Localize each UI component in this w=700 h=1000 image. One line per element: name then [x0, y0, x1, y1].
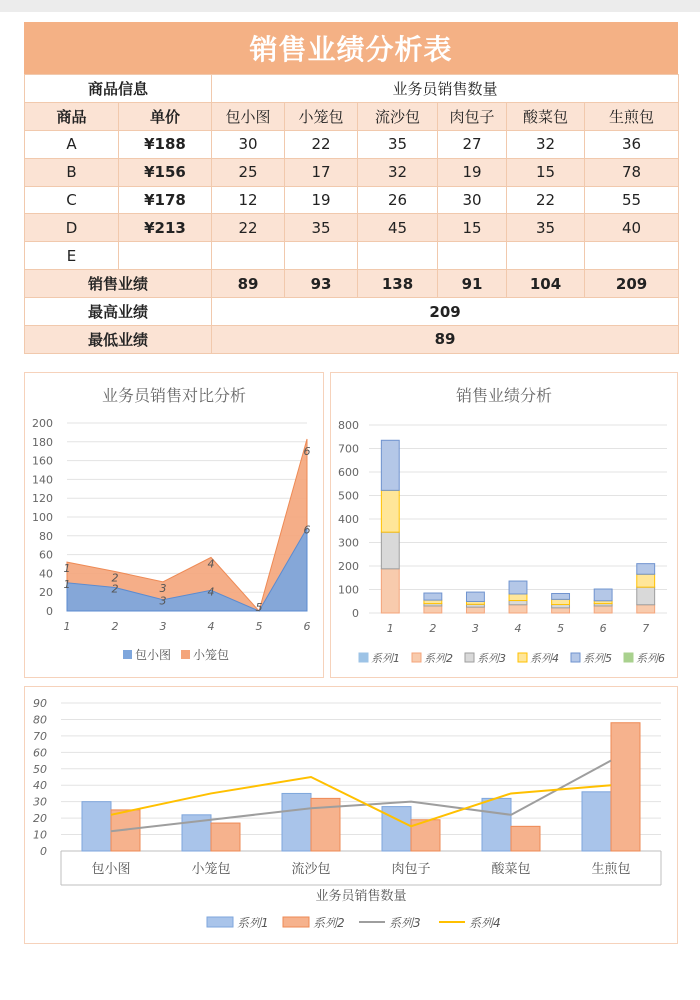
data-label: 6 — [303, 444, 311, 458]
legend-label: 系列4 — [469, 916, 501, 930]
y-tick-label: 80 — [39, 529, 53, 543]
y-tick-label: 800 — [338, 419, 359, 432]
y-tick-label: 50 — [33, 762, 47, 776]
stacked-bar-segment — [594, 606, 612, 613]
x-tick-label: 生煎包 — [591, 862, 631, 877]
x-tick-label: 6 — [599, 622, 607, 635]
table-row — [25, 242, 679, 270]
product-cell: E — [25, 242, 119, 270]
value-cell: 32 — [358, 158, 438, 186]
column-header-price: 单价 — [119, 102, 212, 130]
value-cell: 17 — [285, 158, 358, 186]
x-tick-label: 1 — [63, 620, 71, 633]
value-cell: 15 — [438, 214, 507, 242]
value-cell: 25 — [212, 158, 285, 186]
legend-label: 系列3 — [477, 652, 506, 665]
column-header-salesperson: 包小图 — [212, 102, 285, 130]
value-cell: 19 — [438, 158, 507, 186]
stacked-bar-segment — [509, 581, 527, 594]
value-cell — [285, 242, 358, 270]
legend-label: 系列5 — [583, 652, 612, 665]
area-chart-panel — [24, 372, 324, 678]
series-area-xiaolongbao — [67, 439, 307, 611]
performance-value: 89 — [212, 270, 285, 298]
price-cell: ¥188 — [119, 130, 212, 158]
y-tick-label: 0 — [352, 607, 359, 620]
legend-label: 系列1 — [371, 652, 400, 665]
legend-swatch — [123, 650, 132, 659]
stacked-bar-segment — [594, 589, 612, 601]
y-tick-label: 200 — [32, 417, 53, 430]
legend-swatch — [571, 653, 580, 662]
combo-chart — [25, 687, 677, 943]
stacked-bar-segment — [424, 600, 442, 604]
stacked-bar-segment — [509, 594, 527, 601]
x-tick-label: 小笼包 — [191, 862, 231, 877]
bar-系列1 — [582, 792, 611, 851]
area-chart — [25, 373, 323, 677]
bar-系列2 — [211, 823, 240, 851]
y-tick-label: 60 — [39, 548, 53, 562]
column-header-salesperson: 流沙包 — [358, 102, 438, 130]
value-cell: 27 — [438, 130, 507, 158]
legend-swatch — [465, 653, 474, 662]
value-cell — [585, 242, 679, 270]
stacked-bar-segment — [381, 532, 399, 569]
legend-swatch — [207, 917, 233, 927]
x-tick-label: 4 — [207, 620, 215, 633]
chart-title: 销售业绩分析 — [455, 386, 553, 405]
value-cell: 22 — [285, 130, 358, 158]
y-tick-label: 10 — [33, 828, 47, 842]
value-cell: 40 — [585, 214, 679, 242]
y-tick-label: 100 — [32, 511, 53, 524]
group-header-salespeople: 业务员销售数量 — [212, 75, 679, 103]
legend-label: 系列2 — [313, 916, 345, 930]
y-tick-label: 0 — [40, 845, 47, 858]
min-label: 最低业绩 — [25, 326, 212, 354]
y-tick-label: 300 — [338, 536, 359, 550]
stacked-bar-chart-panel — [330, 372, 678, 678]
y-tick-label: 80 — [33, 713, 47, 727]
y-tick-label: 30 — [33, 795, 47, 809]
value-cell — [438, 242, 507, 270]
bar-系列1 — [82, 802, 111, 851]
column-header-salesperson: 生煎包 — [585, 102, 679, 130]
x-tick-label: 3 — [471, 622, 479, 635]
x-tick-label: 5 — [557, 622, 565, 635]
y-tick-label: 200 — [338, 560, 359, 573]
stacked-bar-segment — [509, 601, 527, 605]
value-cell: 30 — [212, 130, 285, 158]
performance-value: 138 — [358, 270, 438, 298]
bar-系列1 — [482, 798, 511, 851]
column-header-salesperson: 肉包子 — [438, 102, 507, 130]
y-tick-label: 90 — [33, 697, 47, 710]
price-cell: ¥178 — [119, 186, 212, 214]
performance-value: 104 — [507, 270, 585, 298]
data-label: 5 — [255, 601, 263, 614]
stacked-bar-segment — [381, 569, 399, 613]
value-cell: 35 — [507, 214, 585, 242]
value-cell: 35 — [285, 214, 358, 242]
value-cell — [507, 242, 585, 270]
table-row — [25, 130, 679, 158]
x-tick-label: 1 — [386, 622, 394, 635]
stacked-bar-segment — [637, 564, 655, 575]
stacked-bar-segment — [552, 593, 570, 599]
min-row — [25, 326, 679, 354]
value-cell: 22 — [212, 214, 285, 242]
legend-label: 系列1 — [237, 916, 269, 930]
column-header-product: 商品 — [25, 102, 119, 130]
y-tick-label: 40 — [33, 779, 47, 793]
price-cell — [119, 242, 212, 270]
product-cell: B — [25, 158, 119, 186]
value-cell: 12 — [212, 186, 285, 214]
column-header-salesperson: 酸菜包 — [507, 102, 585, 130]
stacked-bar-segment — [509, 605, 527, 613]
x-tick-label: 肉包子 — [391, 862, 431, 877]
value-cell: 26 — [358, 186, 438, 214]
performance-label: 销售业绩 — [25, 270, 212, 298]
legend-label: 系列2 — [424, 652, 453, 665]
x-tick-label: 5 — [255, 620, 263, 633]
data-label: 1 — [63, 562, 71, 576]
y-tick-label: 180 — [32, 435, 53, 449]
data-label: 3 — [159, 594, 167, 608]
min-value: 89 — [212, 326, 679, 354]
y-tick-label: 400 — [338, 513, 359, 526]
value-cell: 36 — [585, 130, 679, 158]
y-tick-label: 600 — [338, 466, 359, 479]
y-tick-label: 60 — [33, 746, 47, 760]
data-label: 2 — [111, 582, 119, 596]
x-tick-label: 包小图 — [91, 862, 131, 877]
value-cell: 45 — [358, 214, 438, 242]
y-tick-label: 20 — [39, 586, 53, 600]
x-tick-label: 7 — [642, 622, 650, 635]
product-cell: C — [25, 186, 119, 214]
value-cell: 55 — [585, 186, 679, 214]
combo-chart-panel — [24, 686, 678, 944]
group-header-product-info: 商品信息 — [25, 75, 212, 103]
stacked-bar-segment — [637, 587, 655, 605]
max-row — [25, 298, 679, 326]
legend-swatch — [181, 650, 190, 659]
y-tick-label: 120 — [32, 492, 53, 506]
price-cell: ¥156 — [119, 158, 212, 186]
sales-table — [24, 74, 679, 354]
value-cell — [358, 242, 438, 270]
value-cell: 78 — [585, 158, 679, 186]
x-tick-label: 酸菜包 — [491, 862, 531, 877]
performance-value: 93 — [285, 270, 358, 298]
table-row — [25, 186, 679, 214]
product-cell: A — [25, 130, 119, 158]
bar-系列2 — [511, 826, 540, 851]
stacked-bar-segment — [552, 608, 570, 613]
legend-swatch — [359, 653, 368, 662]
legend-swatch — [518, 653, 527, 662]
value-cell: 32 — [507, 130, 585, 158]
performance-value: 209 — [585, 270, 679, 298]
value-cell: 15 — [507, 158, 585, 186]
data-label: 4 — [207, 557, 215, 571]
legend-swatch — [283, 917, 309, 927]
y-tick-label: 160 — [32, 454, 53, 468]
stacked-bar-segment — [381, 490, 399, 532]
performance-row — [25, 270, 679, 298]
max-value: 209 — [212, 298, 679, 326]
y-tick-label: 20 — [33, 812, 47, 826]
data-label: 6 — [303, 523, 311, 537]
x-tick-label: 6 — [303, 620, 311, 633]
y-tick-label: 700 — [338, 442, 359, 456]
page-title: 销售业绩分析表 — [24, 22, 678, 74]
stacked-bar-chart — [331, 373, 677, 677]
column-header-salesperson: 小笼包 — [285, 102, 358, 130]
y-tick-label: 40 — [39, 567, 53, 581]
value-cell: 22 — [507, 186, 585, 214]
legend-swatch — [624, 653, 633, 662]
stacked-bar-segment — [637, 605, 655, 613]
stacked-bar-segment — [424, 606, 442, 613]
legend-label: 系列6 — [636, 652, 665, 665]
performance-value: 91 — [438, 270, 507, 298]
price-cell: ¥213 — [119, 214, 212, 242]
table-row — [25, 158, 679, 186]
legend-label: 小笼包 — [193, 648, 230, 662]
x-tick-label: 3 — [159, 620, 167, 633]
stacked-bar-segment — [424, 593, 442, 600]
bar-系列2 — [611, 723, 640, 851]
product-cell: D — [25, 214, 119, 242]
max-label: 最高业绩 — [25, 298, 212, 326]
legend-label: 系列4 — [530, 652, 559, 665]
legend-label: 系列3 — [389, 916, 421, 930]
legend-label: 包小图 — [135, 648, 172, 662]
value-cell: 30 — [438, 186, 507, 214]
chart-title: 业务员销售对比分析 — [101, 386, 247, 405]
stacked-bar-segment — [466, 607, 484, 613]
legend-swatch — [412, 653, 421, 662]
stacked-bar-segment — [637, 574, 655, 587]
data-label: 2 — [111, 571, 119, 585]
bar-系列1 — [282, 793, 311, 851]
stacked-bar-segment — [552, 599, 570, 604]
x-tick-label: 4 — [514, 622, 522, 635]
x-tick-label: 2 — [429, 622, 437, 635]
x-tick-label: 2 — [111, 620, 119, 633]
y-tick-label: 70 — [33, 729, 47, 743]
value-cell: 35 — [358, 130, 438, 158]
x-tick-label: 流沙包 — [291, 862, 331, 877]
stacked-bar-segment — [381, 440, 399, 490]
x-axis-title: 业务员销售数量 — [315, 889, 407, 904]
y-tick-label: 100 — [338, 583, 359, 597]
y-tick-label: 500 — [338, 489, 359, 503]
value-cell — [212, 242, 285, 270]
y-tick-label: 140 — [32, 473, 53, 487]
data-label: 4 — [207, 585, 215, 599]
data-label: 3 — [159, 581, 167, 595]
table-row — [25, 214, 679, 242]
value-cell: 19 — [285, 186, 358, 214]
stacked-bar-segment — [466, 592, 484, 601]
y-tick-label: 0 — [46, 605, 53, 618]
data-label: 1 — [63, 577, 71, 591]
